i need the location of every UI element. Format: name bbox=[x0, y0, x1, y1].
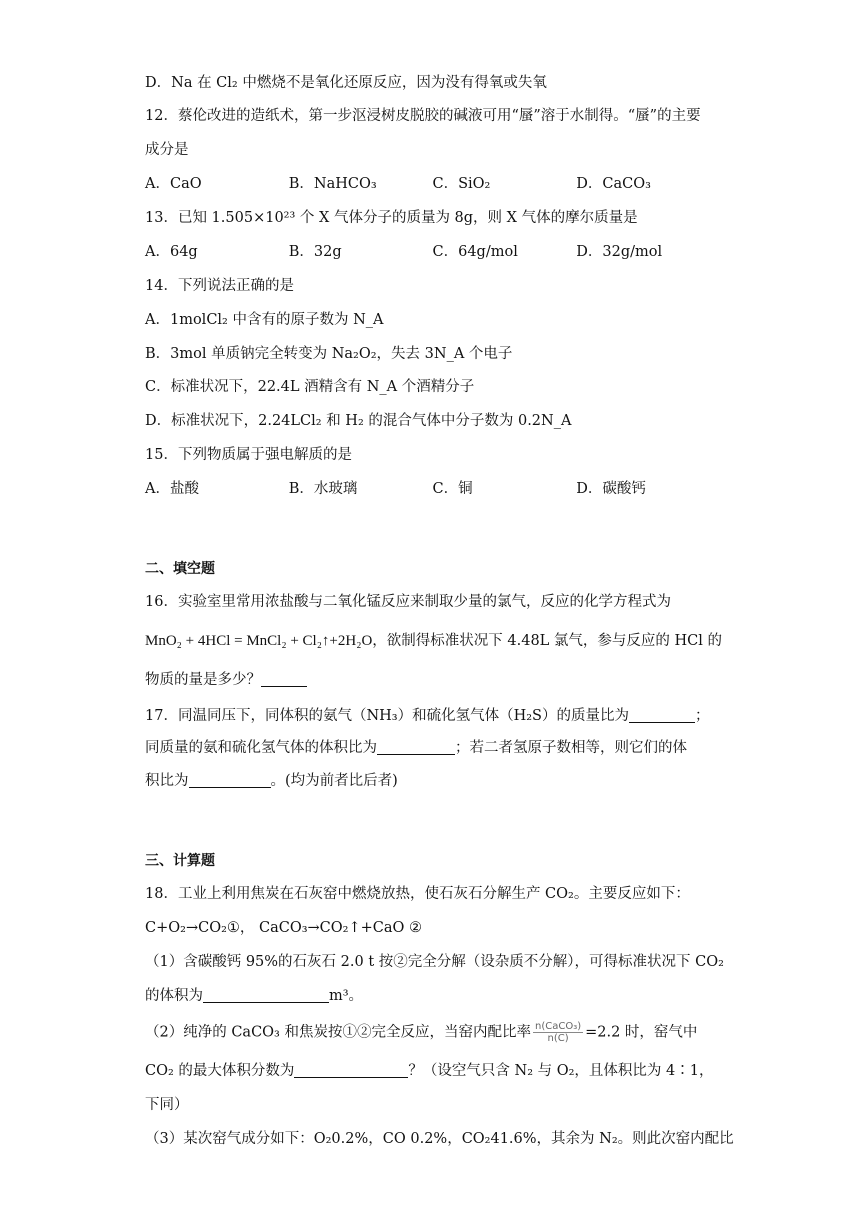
q14-option-d: D．标准状况下，2.24LCl₂ 和 H₂ 的混合气体中分子数为 0.2N_A bbox=[145, 413, 572, 429]
section-fill-blank-title: 二、填空题 bbox=[145, 561, 215, 577]
q15-option-a: A．盐酸 bbox=[145, 481, 199, 497]
q15-option-b: B．水玻璃 bbox=[288, 481, 358, 497]
q17-line1 bbox=[145, 705, 720, 727]
q16-line2-rest: ，欲制得标准状况下 4.48L 氯气，参与反应的 HCl 的 bbox=[372, 633, 723, 649]
fraction-denominator: n(C) bbox=[547, 1033, 569, 1044]
q18-part1-line1: （1）含碳酸钙 95%的石灰石 2.0 t 按②完全分解（设杂质不分解），可得标准状况下 CO₂ bbox=[145, 954, 724, 970]
q14-option-c: C．标准状况下，22.4L 酒精含有 N_A 个酒精分子 bbox=[145, 379, 475, 395]
q18-ratio-fraction bbox=[533, 1021, 583, 1044]
q18-line1: 18．工业上利用焦炭在石灰窑中燃烧放热，使石灰石分解生产 CO₂。主要反应如下： bbox=[145, 886, 690, 902]
q18-part3-line1: （3）某次窑气成分如下：O₂0.2%，CO 0.2%，CO₂41.6%，其余为 N₂。则此次窑内配比 bbox=[145, 1131, 734, 1147]
q13-options bbox=[145, 241, 720, 263]
q18-part2-line2-text: CO₂ 的最大体积分数为 bbox=[145, 1063, 295, 1079]
q17-line1-end: ； bbox=[695, 708, 710, 724]
q17-blank-2[interactable] bbox=[377, 738, 455, 755]
q18-part2-line3: 下同） bbox=[145, 1097, 189, 1113]
q16-line1: 16．实验室里常用浓盐酸与二氧化锰反应来制取少量的氯气，反应的化学方程式为 bbox=[145, 594, 671, 610]
q12-stem-line2: 成分是 bbox=[145, 142, 189, 158]
q17-blank-1[interactable] bbox=[629, 706, 695, 723]
q13-stem: 13．已知 1.505×10²³ 个 X 气体分子的质量为 8g，则 X 气体的摩尔质量是 bbox=[145, 210, 638, 226]
q17-line3-text: 积比为 bbox=[145, 773, 189, 789]
q16-line3 bbox=[145, 669, 720, 691]
q13-option-a: A．64g bbox=[145, 244, 198, 260]
q15-option-d: D．碳酸钙 bbox=[576, 481, 646, 497]
q13-option-b: B．32g bbox=[288, 244, 342, 260]
q14-option-a: A．1molCl₂ 中含有的原子数为 N_A bbox=[145, 312, 384, 328]
q15-stem: 15．下列物质属于强电解质的是 bbox=[145, 447, 352, 463]
q16-equation: MnO₂ + 4HCl = MnCl₂ + Cl₂↑+2H₂O bbox=[145, 633, 373, 649]
q18-part1-text: 的体积为 bbox=[145, 988, 203, 1004]
q12-stem-line1: 12．蔡伦改进的造纸术，第一步沤浸树皮脱胶的碱液可用“蜃”溶于水制得。“蜃”的主要 bbox=[145, 108, 701, 124]
q16-answer-blank[interactable] bbox=[261, 670, 307, 687]
q14-option-b: B．3mol 单质钠完全转变为 Na₂O₂，失去 3N_A 个电子 bbox=[145, 346, 513, 362]
q17-line2-text: 同质量的氨和硫化氢气体的体积比为 bbox=[145, 740, 377, 756]
q18-part2-blank[interactable] bbox=[294, 1061, 408, 1078]
q18-reactions: C+O₂→CO₂①， CaCO₃→CO₂↑+CaO ② bbox=[145, 920, 423, 936]
q14-stem: 14．下列说法正确的是 bbox=[145, 278, 294, 294]
section-calculation-title: 三、计算题 bbox=[145, 853, 215, 869]
fraction-numerator: n(CaCO₃) bbox=[534, 1021, 582, 1032]
q18-part1-unit: m³。 bbox=[329, 988, 364, 1004]
q18-part2-line2 bbox=[145, 1060, 720, 1082]
q17-line2 bbox=[145, 737, 720, 759]
q18-part2-line2-end: ？（设空气只含 N₂ 与 O₂，且体积比为 4∶1， bbox=[408, 1063, 714, 1079]
q18-part2-text-end: =2.2 时，窑气中 bbox=[585, 1024, 698, 1041]
q17-line3-end: 。(均为前者比后者) bbox=[270, 773, 398, 789]
q17-line1-text: 17．同温同压下，同体积的氨气（NH₃）和硫化氢气体（H₂S）的质量比为 bbox=[145, 708, 629, 724]
q16-line3-text: 物质的量是多少？ bbox=[145, 672, 261, 688]
q15-options bbox=[145, 478, 720, 500]
q12-option-b: B．NaHCO₃ bbox=[288, 176, 377, 192]
q17-line3 bbox=[145, 770, 720, 792]
q13-option-d: D．32g/mol bbox=[576, 244, 663, 260]
q15-option-c: C．铜 bbox=[432, 481, 473, 497]
q16-line2 bbox=[145, 630, 723, 652]
q17-line2-end: ；若二者氢原子数相等，则它们的体 bbox=[455, 740, 687, 756]
q12-option-a: A．CaO bbox=[145, 176, 202, 192]
q18-part1-line2 bbox=[145, 985, 720, 1007]
q13-option-c: C．64g/mol bbox=[432, 244, 518, 260]
q12-options bbox=[145, 173, 720, 195]
q12-option-d: D．CaCO₃ bbox=[576, 176, 651, 192]
q11-option-d: D．Na 在 Cl₂ 中燃烧不是氧化还原反应，因为没有得氧或失氧 bbox=[145, 75, 547, 91]
q17-blank-3[interactable] bbox=[189, 771, 271, 788]
q18-part1-blank[interactable] bbox=[203, 986, 329, 1003]
q12-option-c: C．SiO₂ bbox=[432, 176, 491, 192]
q18-part2-line1 bbox=[145, 1021, 720, 1044]
q18-part2-text: （2）纯净的 CaCO₃ 和焦炭按①②完全反应，当窑内配比率 bbox=[145, 1024, 531, 1041]
